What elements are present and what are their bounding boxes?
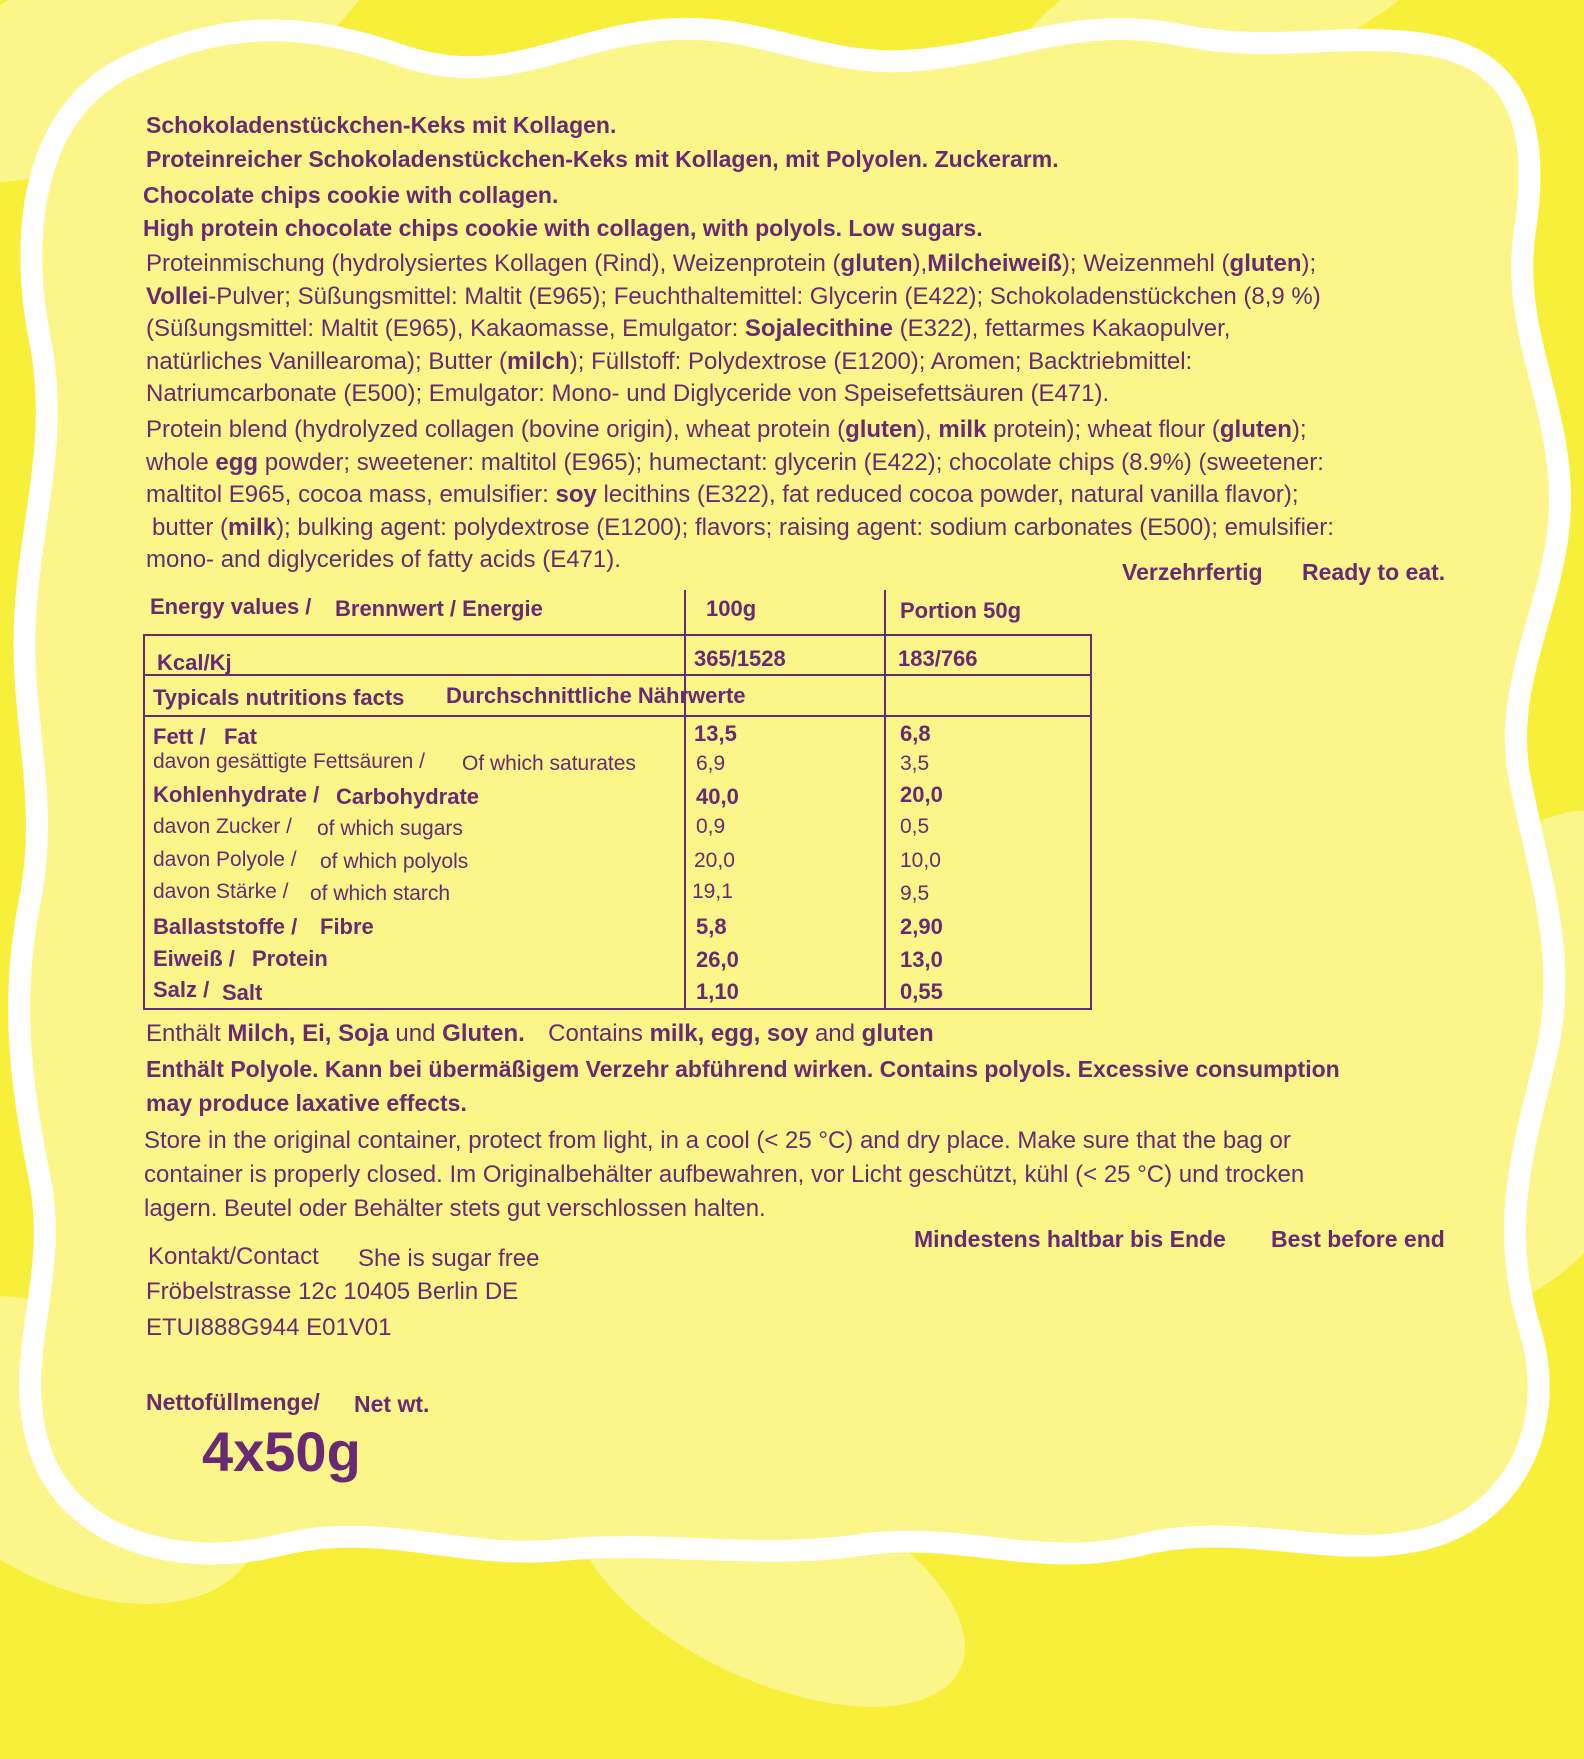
header-energy-de: Brennwert / Energie: [335, 596, 543, 621]
ingredients-en-line: butter (milk); bulking agent: polydextrose (E1200); flavors; raising agent: sodium carbonates (E500); emulsifier:: [152, 513, 1334, 541]
title-de: Schokoladenstückchen-Keks mit Kollagen.: [146, 112, 617, 138]
contact-company: She is sugar free: [358, 1245, 540, 1272]
row-value-100g: 1,10: [696, 979, 739, 1004]
ingredients-de-line: Natriumcarbonate (E500); Emulgator: Mono- und Diglyceride von Speisefettsäuren (E471).: [146, 380, 1110, 407]
header-col-100g: 100g: [706, 596, 757, 621]
ingredients-de-line: (Süßungsmittel: Maltit (E965), Kakaomasse, Emulgator: Sojalecithine (E322), fettarmes Kakaopulver,: [146, 315, 1231, 342]
row-label-de: Salz /: [153, 977, 210, 1002]
polyol-warning-line: may produce laxative effects.: [146, 1090, 467, 1116]
header-col-portion: Portion 50g: [900, 598, 1022, 623]
row-label-de: Kohlenhydrate /: [153, 782, 320, 807]
row-label-en: of which starch: [310, 882, 451, 905]
table-border: [143, 634, 1092, 636]
contact-label: Kontakt/Contact: [148, 1243, 319, 1270]
table-divider: [684, 590, 686, 1010]
header-energy-en: Energy values /: [150, 594, 312, 619]
best-before-de: Mindestens haltbar bis Ende: [914, 1226, 1226, 1252]
row-label-de: davon gesättigte Fettsäuren /: [153, 750, 426, 773]
row-label-de: Ballaststoffe /: [153, 914, 298, 939]
energy-value-portion: 183/766: [898, 646, 978, 671]
row-label-en: Fibre: [320, 914, 374, 939]
row-value-portion: 10,0: [900, 849, 941, 872]
row-label-en: Fat: [224, 724, 257, 749]
row-value-portion: 20,0: [900, 782, 943, 807]
polyol-warning-line: Enthält Polyole. Kann bei übermäßigem Verzehr abführend wirken. Contains polyols. Excessive consumption: [146, 1056, 1340, 1082]
row-value-100g: 0,9: [696, 815, 726, 838]
row-label-en: Carbohydrate: [336, 784, 480, 809]
ingredients-en-line: mono- and diglycerides of fatty acids (E471).: [146, 546, 621, 573]
title-en: Chocolate chips cookie with collagen.: [143, 182, 559, 208]
best-before-en: Best before end: [1271, 1226, 1445, 1252]
contact-address: Fröbelstrasse 12c 10405 Berlin DE: [146, 1278, 519, 1305]
storage-line: lagern. Beutel oder Behälter stets gut verschlossen halten.: [144, 1195, 766, 1222]
ready-to-eat-de: Verzehrfertig: [1122, 559, 1263, 585]
table-border: [143, 715, 1092, 717]
row-value-portion: 6,8: [900, 721, 931, 746]
row-label-en: Salt: [222, 980, 263, 1005]
energy-label: Kcal/Kj: [157, 650, 232, 675]
row-label-de: Eiweiß /: [153, 946, 235, 971]
table-divider: [884, 590, 886, 1010]
row-label-en: of which sugars: [317, 817, 463, 840]
row-value-100g: 5,8: [696, 914, 727, 939]
row-label-en: Protein: [252, 946, 328, 971]
section-heading-de: Durchschnittliche Nährwerte: [446, 683, 746, 708]
ingredients-en: [146, 414, 1334, 577]
row-value-100g: 13,5: [694, 721, 737, 746]
row-label-en: of which polyols: [320, 850, 469, 873]
row-value-100g: 20,0: [694, 849, 735, 872]
row-value-portion: 13,0: [900, 947, 943, 972]
energy-value-100g: 365/1528: [694, 646, 786, 671]
ingredients-de-line: natürliches Vanillearoma); Butter (milch); Füllstoff: Polydextrose (E1200); Aromen; Backtriebmittel:: [146, 347, 1193, 375]
ingredients-de-line: Proteinmischung (hydrolysiertes Kollagen (Rind), Weizenprotein (gluten),Milcheiweiß); Weizenmehl (gluten);: [146, 250, 1317, 277]
table-border: [1090, 634, 1092, 1010]
ingredients-de: [146, 248, 1321, 411]
allergen-statement: Enthält Milch, Ei, Soja und Gluten. Contains milk, egg, soy and gluten: [146, 1020, 934, 1047]
ready-to-eat-en: Ready to eat.: [1302, 559, 1446, 585]
row-label-de: davon Polyole /: [153, 848, 297, 871]
storage-instructions: [144, 1124, 1304, 1226]
net-weight-value: 4x50g: [202, 1420, 361, 1483]
row-value-100g: 26,0: [696, 947, 739, 972]
net-weight-label-de: Nettofüllmenge/: [146, 1389, 320, 1415]
ingredients-en-line: whole egg powder; sweetener: maltitol (E965); humectant: glycerin (E422); chocolate chips (8.9%) (sweetener:: [146, 448, 1324, 476]
table-border: [143, 1008, 1092, 1010]
description-en: High protein chocolate chips cookie with collagen, with polyols. Low sugars.: [143, 215, 983, 241]
ingredients-en-line: Protein blend (hydrolyzed collagen (bovine origin), wheat protein (gluten), milk protein); wheat flour (gluten);: [146, 416, 1307, 443]
row-value-portion: 2,90: [900, 914, 943, 939]
row-value-100g: 19,1: [692, 880, 733, 903]
row-label-de: Fett /: [153, 724, 206, 749]
table-border: [143, 634, 145, 1010]
product-code: ETUI888G944 E01V01: [146, 1314, 392, 1341]
row-value-100g: 6,9: [696, 752, 726, 775]
row-value-portion: 3,5: [900, 752, 930, 775]
row-label-de: davon Stärke /: [153, 880, 289, 903]
row-value-portion: 0,55: [900, 979, 943, 1004]
description-de: Proteinreicher Schokoladenstückchen-Keks mit Kollagen, mit Polyolen. Zuckerarm.: [146, 146, 1059, 172]
ingredients-de-line: Vollei-Pulver; Süßungsmittel: Maltit (E965); Feuchthaltemittel: Glycerin (E422); Schokoladenstückchen (8,9 %): [146, 282, 1321, 310]
table-border: [143, 674, 1092, 676]
storage-line: Store in the original container, protect from light, in a cool (< 25 °C) and dry place. Make sure that the bag or: [144, 1127, 1291, 1154]
row-value-portion: 9,5: [900, 882, 930, 905]
section-heading-en: Typicals nutritions facts: [153, 685, 405, 710]
net-weight-label-en: Net wt.: [354, 1391, 430, 1417]
row-value-portion: 0,5: [900, 815, 930, 838]
row-label-de: davon Zucker /: [153, 815, 292, 838]
row-label-en: Of which saturates: [462, 752, 636, 775]
storage-line: container is properly closed. Im Originalbehälter aufbewahren, vor Licht geschützt, kühl (< 25 °C) und trocken: [144, 1161, 1305, 1188]
ingredients-en-line: maltitol E965, cocoa mass, emulsifier: soy lecithins (E322), fat reduced cocoa powder, natural vanilla flavor);: [146, 481, 1299, 508]
row-value-100g: 40,0: [696, 784, 739, 809]
